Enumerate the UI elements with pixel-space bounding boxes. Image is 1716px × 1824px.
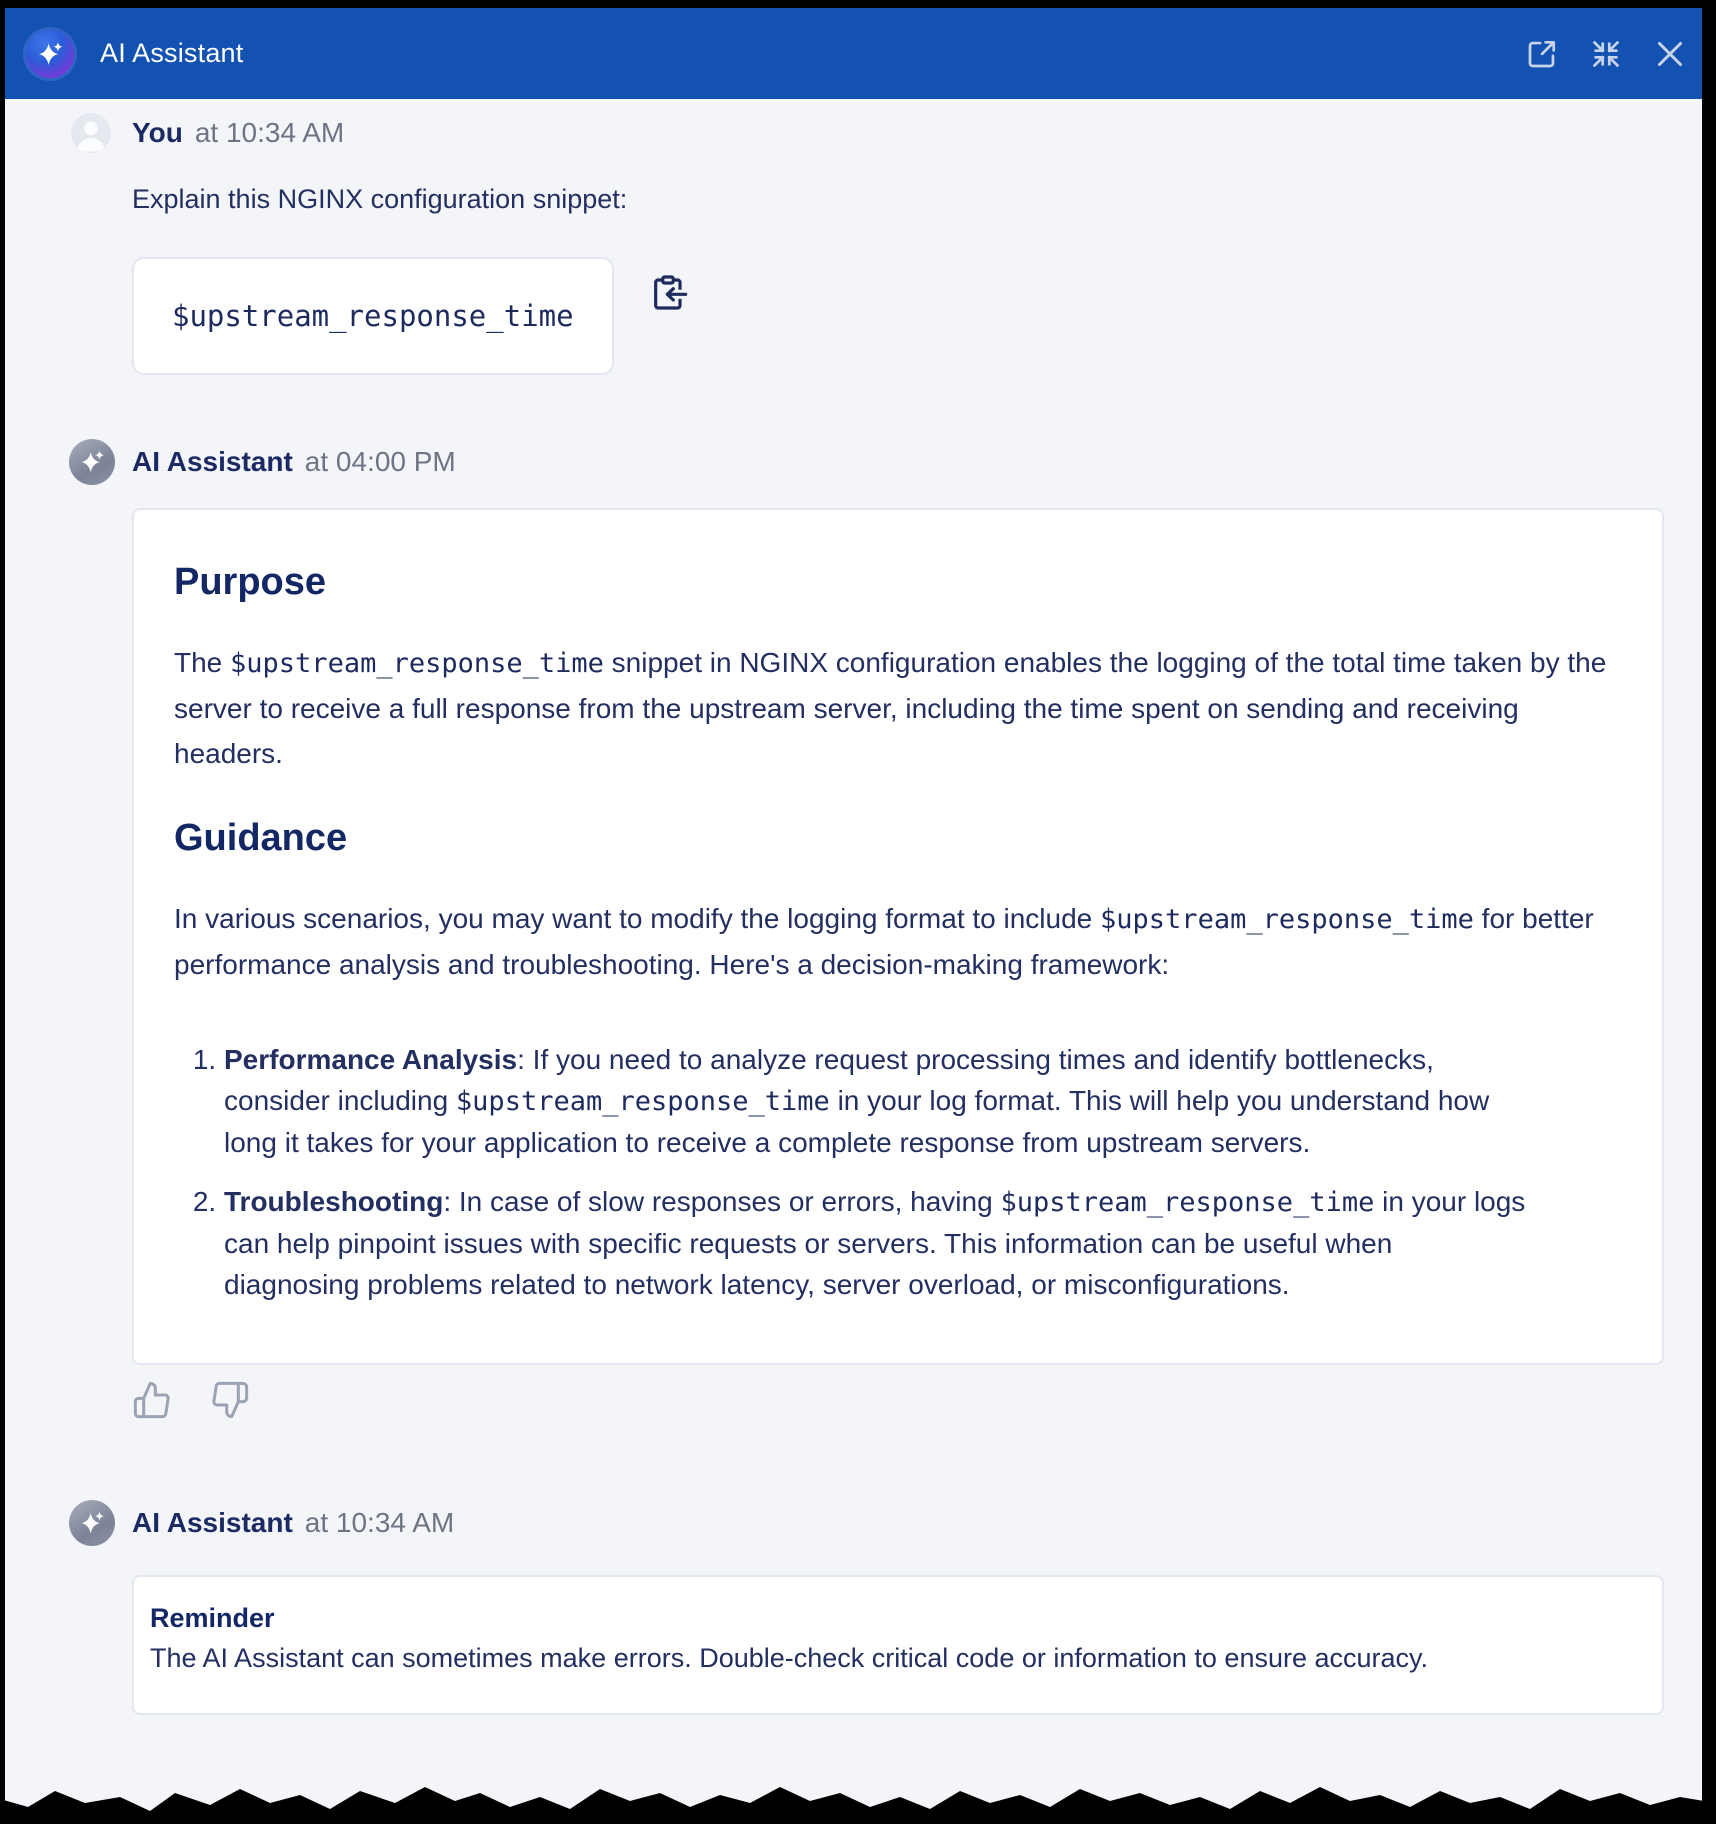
chat-scroll-area bbox=[5, 99, 1702, 1715]
message-timestamp: at 10:34 AM bbox=[194, 117, 345, 148]
sender-name: You bbox=[132, 117, 183, 148]
user-avatar bbox=[71, 113, 111, 153]
ai-answer-card bbox=[132, 508, 1664, 1365]
purpose-paragraph: The $upstream_response_time snippet in NGINX configuration enables the logging of the total time taken by the server to receive a full response from the upstream server, including the time spent on sending and receiving headers. bbox=[174, 647, 1607, 769]
message-timestamp: at 10:34 AM bbox=[304, 1507, 455, 1538]
user-message-header bbox=[69, 113, 1664, 153]
ai-message-answer bbox=[69, 439, 1664, 1420]
paste-clipboard-icon[interactable] bbox=[648, 273, 688, 313]
list-item: 2. Troubleshooting: In case of slow responses or errors, having $upstream_response_time in your logs can help pinpoint issues with specific requests or servers. This information can be useful when diagnosing problems related to network latency, server overload, or misconfigurations. bbox=[224, 1181, 1532, 1305]
sender-name: AI Assistant bbox=[132, 446, 293, 477]
guidance-list bbox=[174, 1039, 1622, 1305]
ai-assistant-logo-icon bbox=[26, 30, 74, 78]
ai-assistant-panel bbox=[5, 8, 1702, 1824]
thumbs-up-icon[interactable] bbox=[132, 1380, 172, 1420]
collapse-icon[interactable] bbox=[1588, 36, 1624, 72]
purpose-heading: Purpose bbox=[174, 561, 327, 603]
panel-title: AI Assistant bbox=[100, 38, 244, 68]
inline-code: $upstream_response_time bbox=[455, 1086, 830, 1117]
feedback-row bbox=[132, 1380, 1664, 1420]
inline-code: $upstream_response_time bbox=[230, 648, 604, 679]
guidance-heading: Guidance bbox=[174, 817, 348, 859]
thumbs-down-icon[interactable] bbox=[210, 1380, 250, 1420]
list-item: 1. Performance Analysis: If you need to analyze request processing times and identify bottlenecks, consider including $upstream_response_time in your log format. This will help you understand how long it takes for your application to receive a complete response from upstream servers. bbox=[224, 1039, 1532, 1163]
ai-message-reminder bbox=[69, 1500, 1664, 1715]
open-in-new-window-icon[interactable] bbox=[1524, 36, 1560, 72]
user-message-text: Explain this NGINX configuration snippet: bbox=[132, 184, 628, 214]
reminder-card bbox=[132, 1575, 1664, 1715]
inline-code: $upstream_response_time bbox=[1000, 1187, 1375, 1218]
message-timestamp: at 04:00 PM bbox=[304, 446, 456, 477]
inline-code: $upstream_response_time bbox=[1100, 904, 1474, 935]
ai-assistant-avatar bbox=[69, 439, 115, 485]
ai-assistant-avatar bbox=[69, 1500, 115, 1546]
reminder-heading: Reminder bbox=[150, 1603, 275, 1633]
guidance-paragraph: In various scenarios, you may want to modify the logging format to include $upstream_response_time for better performance analysis and troubleshooting. Here's a decision-making framework: bbox=[174, 903, 1594, 980]
code-snippet-card bbox=[132, 257, 614, 375]
close-icon[interactable] bbox=[1652, 36, 1688, 72]
ai-message-header bbox=[69, 1500, 1664, 1546]
panel-header bbox=[5, 8, 1702, 99]
panel-actions bbox=[1524, 36, 1688, 72]
ai-message-header bbox=[69, 439, 1664, 485]
user-message bbox=[69, 113, 1664, 375]
code-snippet: $upstream_response_time bbox=[172, 299, 574, 333]
reminder-text: The AI Assistant can sometimes make errors. Double-check critical code or information to ensure accuracy. bbox=[150, 1643, 1429, 1673]
sender-name: AI Assistant bbox=[132, 1507, 293, 1538]
